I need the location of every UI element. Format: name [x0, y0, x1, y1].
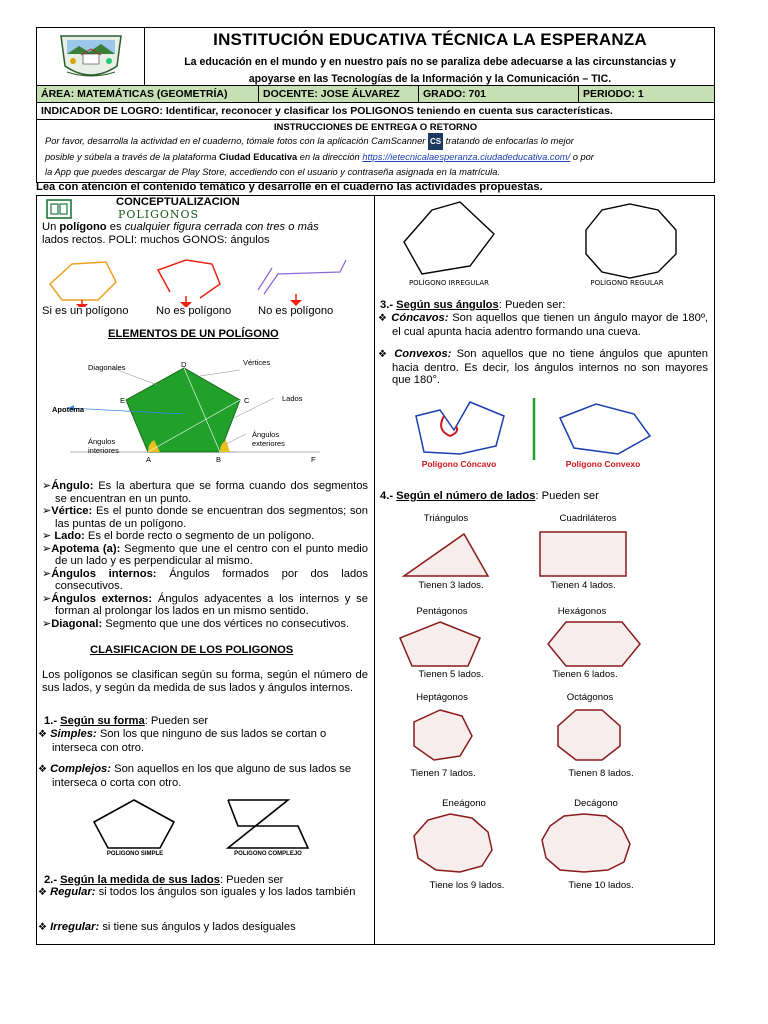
- def-item-apotema: ➢Apotema (a): Segmento que une el centro con el punto medio de un lado y es perpendicular al mismo.: [42, 542, 369, 567]
- nonagon-decagon-figures: [408, 810, 648, 874]
- classification-title: CLASIFICACION DE LOS POLIGONOS: [90, 644, 294, 656]
- caption-simple: POLIGONO SIMPLE: [106, 851, 164, 857]
- label-lados: Lados: [282, 394, 303, 403]
- example-caption-2: No es polígono: [156, 305, 232, 317]
- institution-title: INSTITUCIÓN EDUCATIVA TÉCNICA LA ESPERANZA: [213, 30, 647, 49]
- diamond-bullet-icon: ❖: [38, 764, 47, 775]
- shape-sides-10: Tiene 10 lados.: [568, 880, 634, 891]
- def-item-angulo: ➢Ángulo: Es la abertura que se forma cuando dos segmentos se encuentran en un punto.: [42, 480, 369, 505]
- simple-complex-figures: [88, 792, 338, 856]
- period-cell: PERIODO: 1: [583, 88, 644, 100]
- shape-sides-8: Tienen 8 lados.: [568, 768, 634, 779]
- shape-sides-5: Tienen 5 lados.: [418, 669, 484, 680]
- shape-sides-3: Tienen 3 lados.: [418, 580, 484, 591]
- def-item-vertice: ➢Vértice: Es el punto donde se encuentran dos segmentos; son las puntas de un polígono.: [42, 505, 368, 530]
- shape-name-octagonos: Octágonos: [566, 692, 614, 703]
- def-e: lados rectos.: [42, 233, 106, 246]
- vertex-b: B: [216, 455, 222, 464]
- def-f: POLI: muchos GONOS: ángulos: [108, 233, 270, 246]
- section-conceptualizacion: CONCEPTUALIZACION: [116, 196, 240, 208]
- diamond-bullet-icon: ❖: [38, 887, 47, 898]
- shape-sides-6: Tienen 6 lados.: [552, 669, 618, 680]
- diamond-bullet-icon: ❖: [38, 729, 47, 740]
- instr-line-3: la App que puedes descargar de Play Store, accediendo con el usuario y contraseña asignada en la matrícula.: [45, 167, 500, 177]
- shape-name-heptagonos: Heptágonos: [416, 692, 468, 703]
- classification-intro: Los polígonos se clasifican según su forma, según el número de sus lados, y según da medida de sus lados y ángulos internos.: [42, 669, 368, 694]
- irregular-regular-figures: [390, 198, 710, 284]
- shape-sides-4: Tienen 4 lados.: [550, 580, 616, 591]
- def-item-angulos-externos: ➢Ángulos externos: Ángulos adyacentes a los internos y se forman al prolongar los lados en un mismo sentido.: [42, 592, 368, 617]
- polygon-definition: [42, 221, 372, 246]
- def-b: polígono: [59, 221, 107, 233]
- instr-part-b: tratando de enfocarlas lo mejor: [445, 135, 574, 146]
- instr-part-e: o por: [572, 152, 594, 162]
- vertex-d: D: [181, 360, 187, 369]
- vertex-f: F: [311, 455, 316, 464]
- vertex-a: A: [146, 455, 152, 464]
- area-cell: ÁREA: MATEMÁTICAS (GEOMETRÍA): [37, 86, 259, 102]
- def-c: es: [109, 221, 122, 233]
- shape-name-decagono: Decágono: [574, 798, 618, 809]
- def-item-diagonal: ➢Diagonal: Segmento que une dos vértices no consecutivos.: [42, 617, 350, 630]
- label-diagonales: Diagonales: [88, 363, 126, 372]
- example-caption-3: No es polígono: [258, 305, 334, 317]
- camscanner-icon: CS: [428, 133, 443, 150]
- vertex-e: E: [120, 396, 126, 405]
- vertex-c: C: [244, 396, 250, 405]
- irregular-item: ❖ Irregular: si tiene sus ángulos y lados desiguales: [38, 921, 296, 933]
- complejos-item: ❖ Complejos: Son aquellos en los que alguno de sus lados se interseca o corta con otro.: [38, 763, 352, 789]
- pentagon-hexagon-figures: [396, 618, 672, 670]
- diamond-bullet-icon: ❖: [378, 313, 388, 324]
- def-item-lado: ➢ Lado: Es el borde recto o segmento de un polígono.: [42, 530, 315, 542]
- header-table: [36, 27, 715, 183]
- caption-regular: POLÍGONO REGULAR: [590, 279, 664, 287]
- shape-sides-7: Tienen 7 lados.: [410, 768, 476, 779]
- diamond-bullet-icon: ❖: [378, 349, 390, 360]
- shape-name-pentagonos: Pentágonos: [416, 606, 468, 617]
- teacher-cell: DOCENTE: JOSE ÁLVAREZ: [259, 86, 419, 102]
- platform-name: Ciudad Educativa: [219, 152, 298, 162]
- section-1-heading: 1.- Según su forma: Pueden ser: [44, 715, 209, 727]
- caption-complejo: POLIGONO COMPLEJO: [234, 851, 302, 857]
- instr-part-a: Por favor, desarrolla la actividad en el cuaderno, tómale fotos con la aplicación CamScanner: [45, 135, 426, 146]
- def-item-angulos-internos: ➢Ángulos internos: Ángulos formados por dos lados consecutivos.: [42, 567, 369, 592]
- regular-item: ❖ Regular: si todos los ángulos son iguales y los lados también: [38, 886, 356, 898]
- poligonos-heading: POLIGONOS: [118, 208, 200, 221]
- info-row: [37, 85, 714, 102]
- indicator-text: INDICADOR DE LOGRO: Identificar, reconocer y clasificar los POLIGONOS teniendo en cuenta sus características.: [41, 105, 613, 117]
- triangle-square-figures: [398, 528, 658, 580]
- polygon-examples: [40, 252, 370, 307]
- label-angulos-interiores: Ángulos interiores: [88, 437, 119, 455]
- heptagon-octagon-figures: [406, 706, 666, 762]
- caption-convexo: Polígono Convexo: [565, 459, 641, 469]
- label-angulos-exteriores: Ángulos exteriores: [252, 430, 285, 448]
- caption-irregular: POLÍGONO IRREGULAR: [408, 279, 490, 287]
- instr-part-d: en la dirección: [299, 152, 360, 162]
- shape-name-hexagonos: Hexágonos: [557, 606, 607, 617]
- concavos-item: ❖ Cóncavos: Son aquellos que tienen un ángulo mayor de 180º, el cual apunta hacia adentro formando una cueva.: [378, 312, 709, 338]
- platform-link[interactable]: https://ietecnicalaesperanza.ciudadeducativa.com/: [362, 152, 571, 162]
- definitions-list: [42, 480, 368, 630]
- instr-part-c: posible y súbela a través de la plataforma: [45, 152, 217, 162]
- instructions-text: [37, 133, 714, 180]
- convexos-item: ❖ Convexos: Son aquellos que no tiene ángulos que apunten hacia dentro. Es decir, los ángulos internos no son mayores que 180°.: [378, 348, 708, 386]
- simples-item: ❖ Simples: Son los que ninguno de sus lados se cortan o interseca con otro.: [38, 728, 327, 754]
- caption-concavo: Polígono Cóncavo: [421, 459, 497, 469]
- instructions-row: [37, 119, 714, 183]
- school-logo: [37, 28, 145, 86]
- grade-cell: GRADO: 701: [419, 86, 579, 102]
- lead-instruction: Lea con atención el contenido temático y desarrolle en el cuaderno las actividades propuestas.: [36, 181, 543, 193]
- shape-sides-9: Tiene los 9 lados.: [429, 880, 505, 891]
- indicator-row: [37, 102, 714, 119]
- diamond-bullet-icon: ❖: [38, 922, 47, 933]
- motto-line-1: La educación en el mundo y en nuestro país no se paraliza debe adecuarse a las circunstancias y: [184, 56, 676, 68]
- motto-line-2: apoyarse en las Tecnologías de la Información y la Comunicación – TIC.: [248, 73, 612, 85]
- def-a: Un: [42, 221, 57, 233]
- label-vertices: Vértices: [243, 358, 271, 367]
- section-4-heading: 4.- Según el número de lados: Pueden ser: [380, 490, 599, 502]
- section-3-heading: 3.- Según sus ángulos: Pueden ser:: [380, 299, 566, 311]
- shape-name-triangulos: Triángulos: [423, 513, 469, 524]
- label-apotema: Apotema: [52, 405, 85, 414]
- def-d: cualquier figura cerrada con tres o más: [124, 221, 319, 233]
- section-2-heading: 2.- Según la medida de sus lados: Pueden ser: [44, 874, 284, 886]
- elements-title: ELEMENTOS DE UN POLÍGONO: [108, 328, 279, 340]
- motto-text: [145, 54, 715, 88]
- concave-convex-figures: [400, 396, 710, 460]
- book-icon: [46, 199, 72, 219]
- instructions-title: INSTRUCCIONES DE ENTREGA O RETORNO: [273, 122, 478, 133]
- shape-name-cuadrilateros: Cuadriláteros: [559, 513, 617, 524]
- shape-name-eneagono: Eneágono: [442, 798, 486, 809]
- example-caption-1: Si es un polígono: [42, 305, 129, 317]
